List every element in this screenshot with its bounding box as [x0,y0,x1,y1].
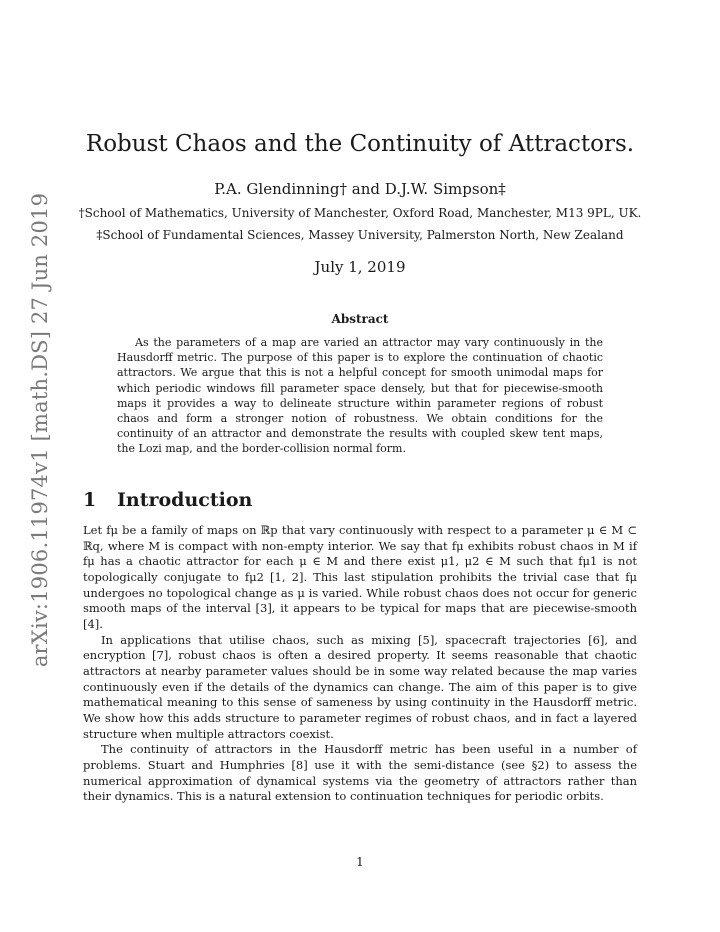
paper-title: Robust Chaos and the Continuity of Attractors. [85,131,635,157]
section-number: 1 [83,489,97,511]
affiliation-2: ‡School of Fundamental Sciences, Massey University, Palmerston North, New Zealand [96,228,624,242]
section-title: Introduction [117,489,253,511]
abstract-text: As the parameters of a map are varied an attractor may vary continuously in the Hausdorff metric. The purpose of this paper is to explore the continuation of chaotic attractors. We argue that this is not a helpful concept for smooth unimodal maps for which periodic windows fill parameter space densely, but that for piecewise-smooth maps it provides a way to delineate structure within parameter regions of robust chaos and form a stronger notion of robustness. We obtain conditions for the continuity of an attractor and demonstrate the results with coupled skew tent maps, the Lozi map, and the border-collision normal form. [117,336,603,456]
abstract-heading: Abstract [331,312,389,326]
paper-date: July 1, 2019 [314,258,406,276]
paragraph: In applications that utilise chaos, such as mixing [5], spacecraft trajectories [6], and encryption [7], robust chaos is often a desired property. It seems reasonable that chaotic attractors at nearby parameter values should be in some way related because the map varies continuously even if the details of the dynamics can change. The aim of this paper is to give mathematical meaning to this sense of sameness by using continuity in the Hausdorff metric. We show how this adds structure to parameter regimes of robust chaos, and in fact a layered structure when multiple attractors coexist. [83,632,637,741]
section-body [83,523,637,805]
authors: P.A. Glendinning† and D.J.W. Simpson‡ [214,180,506,198]
section-heading [83,489,252,511]
abstract-body [117,335,603,457]
affiliation-1: †School of Mathematics, University of Manchester, Oxford Road, Manchester, M13 9PL, UK. [78,206,642,220]
paragraph: Let fμ be a family of maps on ℝp that vary continuously with respect to a parameter μ ∈ M ⊂ ℝq, where M is compact with non-empty interior. We say that fμ exhibits robust chaos in M if fμ has a chaotic attractor for each μ ∈ M and there exist μ1, μ2 ∈ M such that fμ1 is not topologically conjugate to fμ2 [1, 2]. This last stipulation prohibits the trivial case that fμ undergoes no topological change as μ is varied. While robust chaos does not occur for generic smooth maps of the interval [3], it appears to be typical for maps that are piecewise-smooth [4]. [83,523,637,631]
page-number: 1 [356,855,364,869]
paragraph: The continuity of attractors in the Hausdorff metric has been useful in a number of problems. Stuart and Humphries [8] use it with the semi-distance (see §2) to assess the numerical approximation of dynamical systems via the geometry of attractors rather than their dynamics. This is a natural extension to continuation techniques for periodic orbits. [83,742,637,804]
arxiv-identifier: arXiv:1906.11974v1 [math.DS] 27 Jun 2019 [28,192,52,668]
